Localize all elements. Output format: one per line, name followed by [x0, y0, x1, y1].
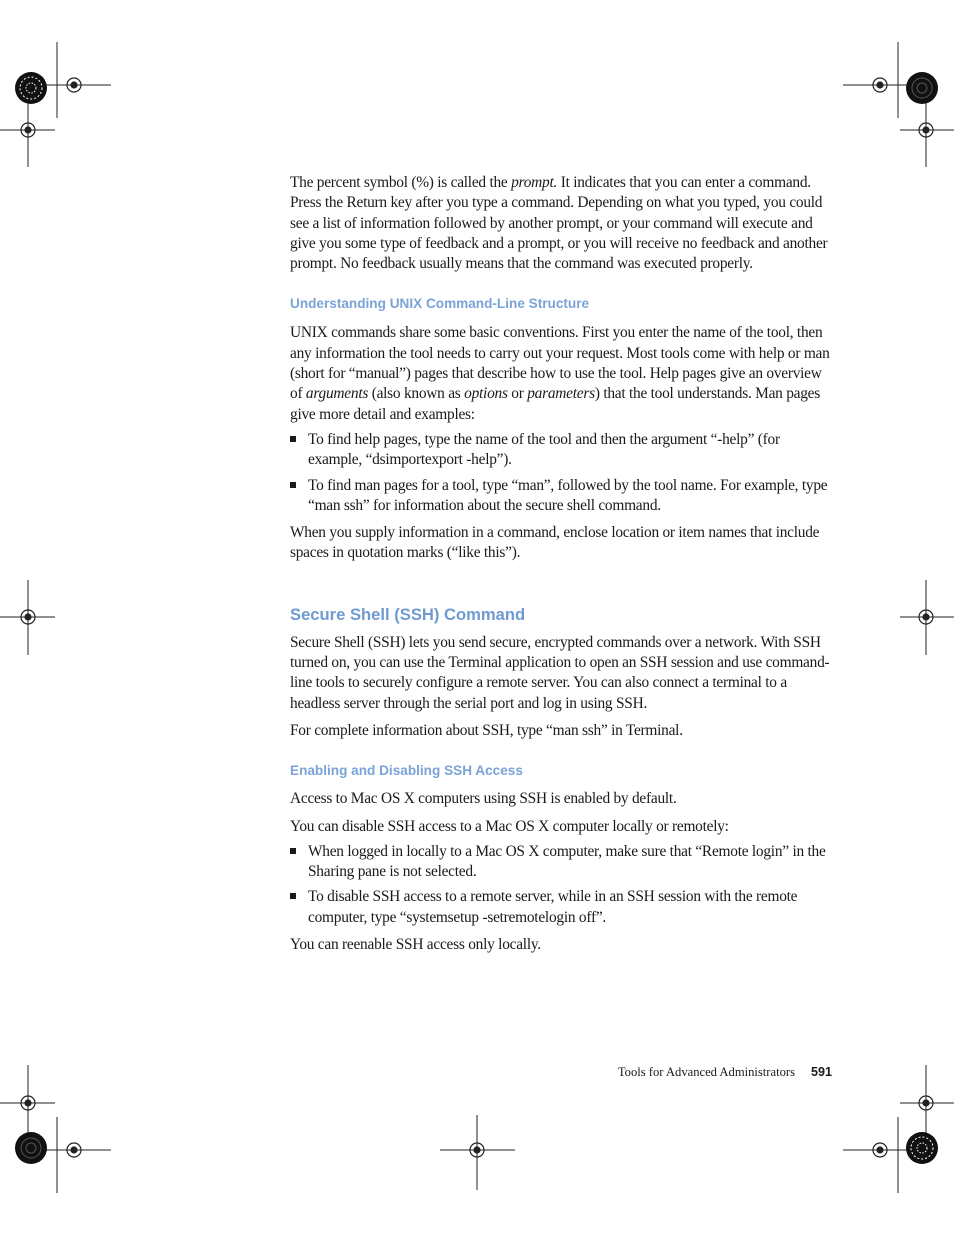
bullet-icon	[290, 893, 296, 899]
page-number: 591	[810, 1065, 832, 1079]
structure-paragraph: UNIX commands share some basic conventions. First you enter the name of the tool, then any information the tool needs to carry out your request. Most tools come with help or man (short for “manual”) pages that describe how to use the tool. Help pages give an overview of arguments (also known as options or parameters) that the tool understands. Man pages give more detail and examples:	[290, 324, 830, 423]
bullet-icon	[290, 848, 296, 854]
section-heading-access: Enabling and Disabling SSH Access	[290, 763, 523, 779]
footer-section-title: Tools for Advanced Administrators	[617, 1065, 795, 1079]
list-item: To disable SSH access to a remote server, while in an SSH session with the remote computer, type “systemsetup -setremotelogin off”.	[290, 887, 832, 928]
access-bullet-list	[290, 842, 832, 928]
section-heading-ssh: Secure Shell (SSH) Command	[290, 604, 526, 624]
bullet-icon	[290, 482, 296, 488]
structure-bullet-list	[290, 430, 832, 516]
prompt-term: prompt.	[511, 174, 558, 191]
reenable-paragraph: You can reenable SSH access only locally.	[290, 936, 541, 954]
page-content	[290, 173, 832, 955]
access-disable-paragraph: You can disable SSH access to a Mac OS X computer locally or remotely:	[290, 817, 729, 835]
page-footer	[618, 1063, 832, 1081]
ssh-paragraph: Secure Shell (SSH) lets you send secure, encrypted commands over a network. With SSH turned on, you can use the Terminal application to open an SSH session and use command-line tools to securely configure a remote server. You can also connect a terminal to a headless server through the serial port and log in using SSH.	[290, 633, 830, 712]
ssh-info-paragraph: For complete information about SSH, type “man ssh” in Terminal.	[290, 721, 683, 739]
section-heading-structure: Understanding UNIX Command-Line Structure	[290, 296, 590, 312]
list-item: When logged in locally to a Mac OS X computer, make sure that “Remote login” in the Sharing pane is not selected.	[290, 842, 832, 883]
intro-paragraph: The percent symbol (%) is called the prompt. It indicates that you can enter a command. Press the Return key after you type a command. Depending on what you typed, you could see a list of information followed by another prompt, or your command will execute and give you some type of feedback and a prompt, or you will receive no feedback and another prompt. No feedback usually means that the command was executed properly.	[290, 174, 828, 273]
access-default-paragraph: Access to Mac OS X computers using SSH is enabled by default.	[290, 790, 677, 808]
list-item: To find man pages for a tool, type “man”, followed by the tool name. For example, type “man ssh” for information about the secure shell command.	[290, 476, 832, 517]
bullet-icon	[290, 436, 296, 442]
quotes-paragraph: When you supply information in a command, enclose location or item names that include spaces in quotation marks (“like this”).	[290, 524, 820, 562]
list-item: To find help pages, type the name of the tool and then the argument “-help” (for example, “dsimportexport -help”).	[290, 430, 832, 471]
